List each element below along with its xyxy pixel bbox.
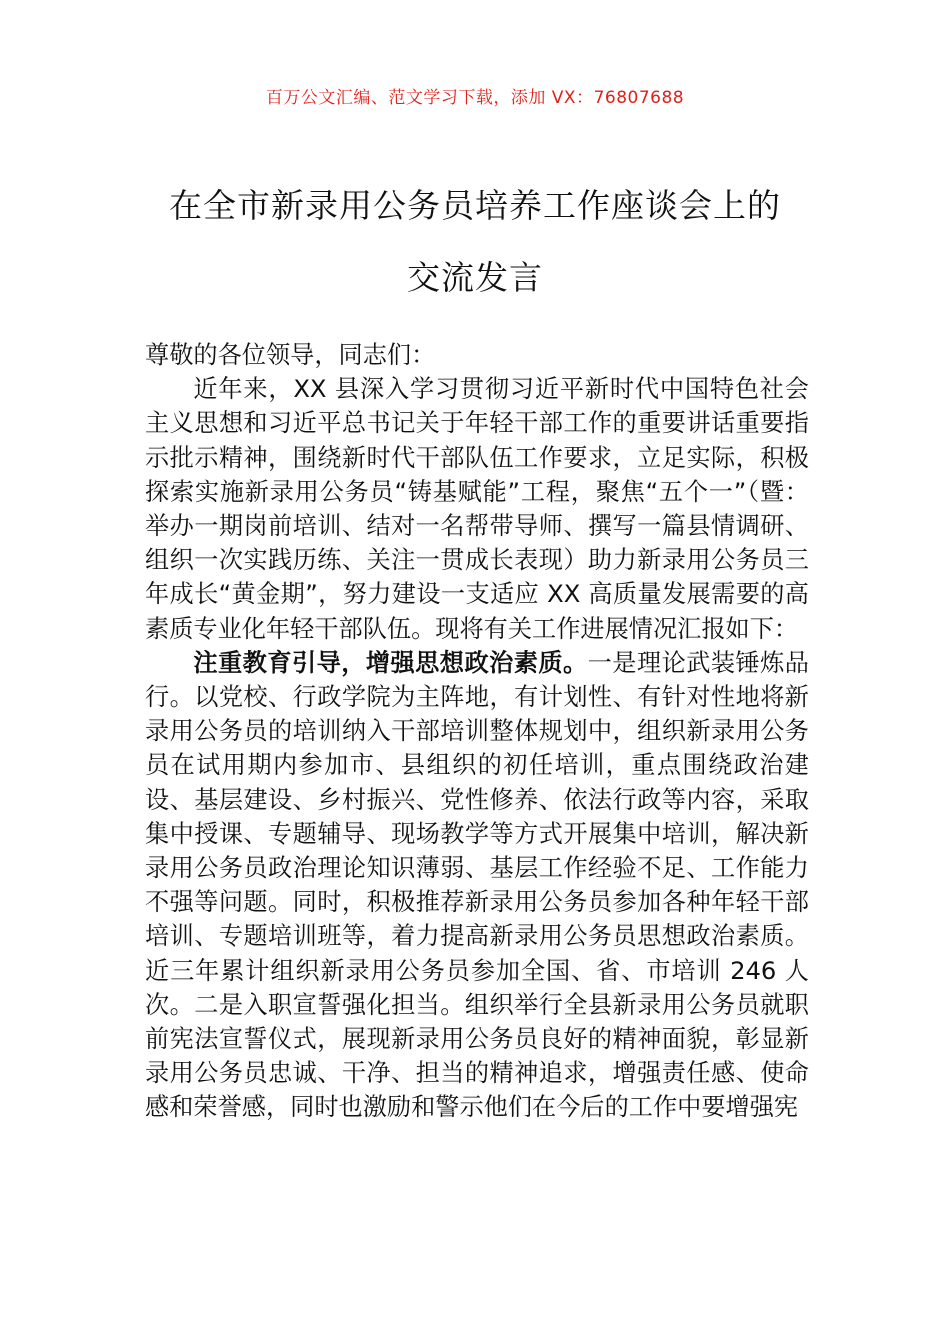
section-1-text: 一是理论武装锤炼品行。以党校、行政学院为主阵地，有计划性、有针对性地将新录用公务员的培训纳入干部培训整体规划中，组织新录用公务员在试用期内参加市、县组织的初任培训，重点围绕政治建设、基层建设、乡村振兴、党性修养、依法行政等内容，采取集中授课、专题辅导、现场教学等方式开展集中培训，解决新录用公务员政治理论知识薄弱、基层工作经验不足、工作能力不强等问题。同时，积极推荐新录用公务员参加各种年轻干部培训、专题培训班等，着力提高新录用公务员思想政治素质。近三年累计组织新录用公务员参加全国、省、市培训 246 人次。二是入职宣誓强化担当。组织举行全县新录用公务员就职前宪法宣誓仪式，展现新录用公务员良好的精神面貌，彰显新录用公务员忠诚、干净、担当的精神追求，增强责任感、使命感和荣誉感，同时也激励和警示他们在今后的工作中要增强宪 bbox=[145, 648, 809, 1122]
section-1-paragraph bbox=[145, 646, 809, 1125]
title-line-1: 在全市新录用公务员培养工作座谈会上的 bbox=[169, 186, 781, 225]
header-watermark-note: 百万公文汇编、范文学习下载，添加 VX：76807688 bbox=[265, 88, 685, 108]
section-1-heading: 注重教育引导，增强思想政治素质。 bbox=[193, 648, 588, 677]
title-line-2: 交流发言 bbox=[407, 258, 543, 297]
document-title bbox=[100, 170, 850, 314]
salutation: 尊敬的各位领导，同志们： bbox=[145, 341, 436, 369]
intro-paragraph: 近年来，XX 县深入学习贯彻习近平新时代中国特色社会主义思想和习近平总书记关于年轻干部工作的重要讲话重要指示批示精神，围绕新时代干部队伍工作要求，立足实际，积极探索实施新录用公务员“铸基赋能”工程，聚焦“五个一”（暨：举办一期岗前培训、结对一名帮带导师、撰写一篇县情调研、组织一次实践历练、关注一贯成长表现）助力新录用公务员三年成长“黄金期”，努力建设一支适应 XX 高质量发展需要的高素质专业化年轻干部队伍。现将有关工作进展情况汇报如下： bbox=[145, 375, 809, 643]
document-body bbox=[145, 338, 809, 1125]
